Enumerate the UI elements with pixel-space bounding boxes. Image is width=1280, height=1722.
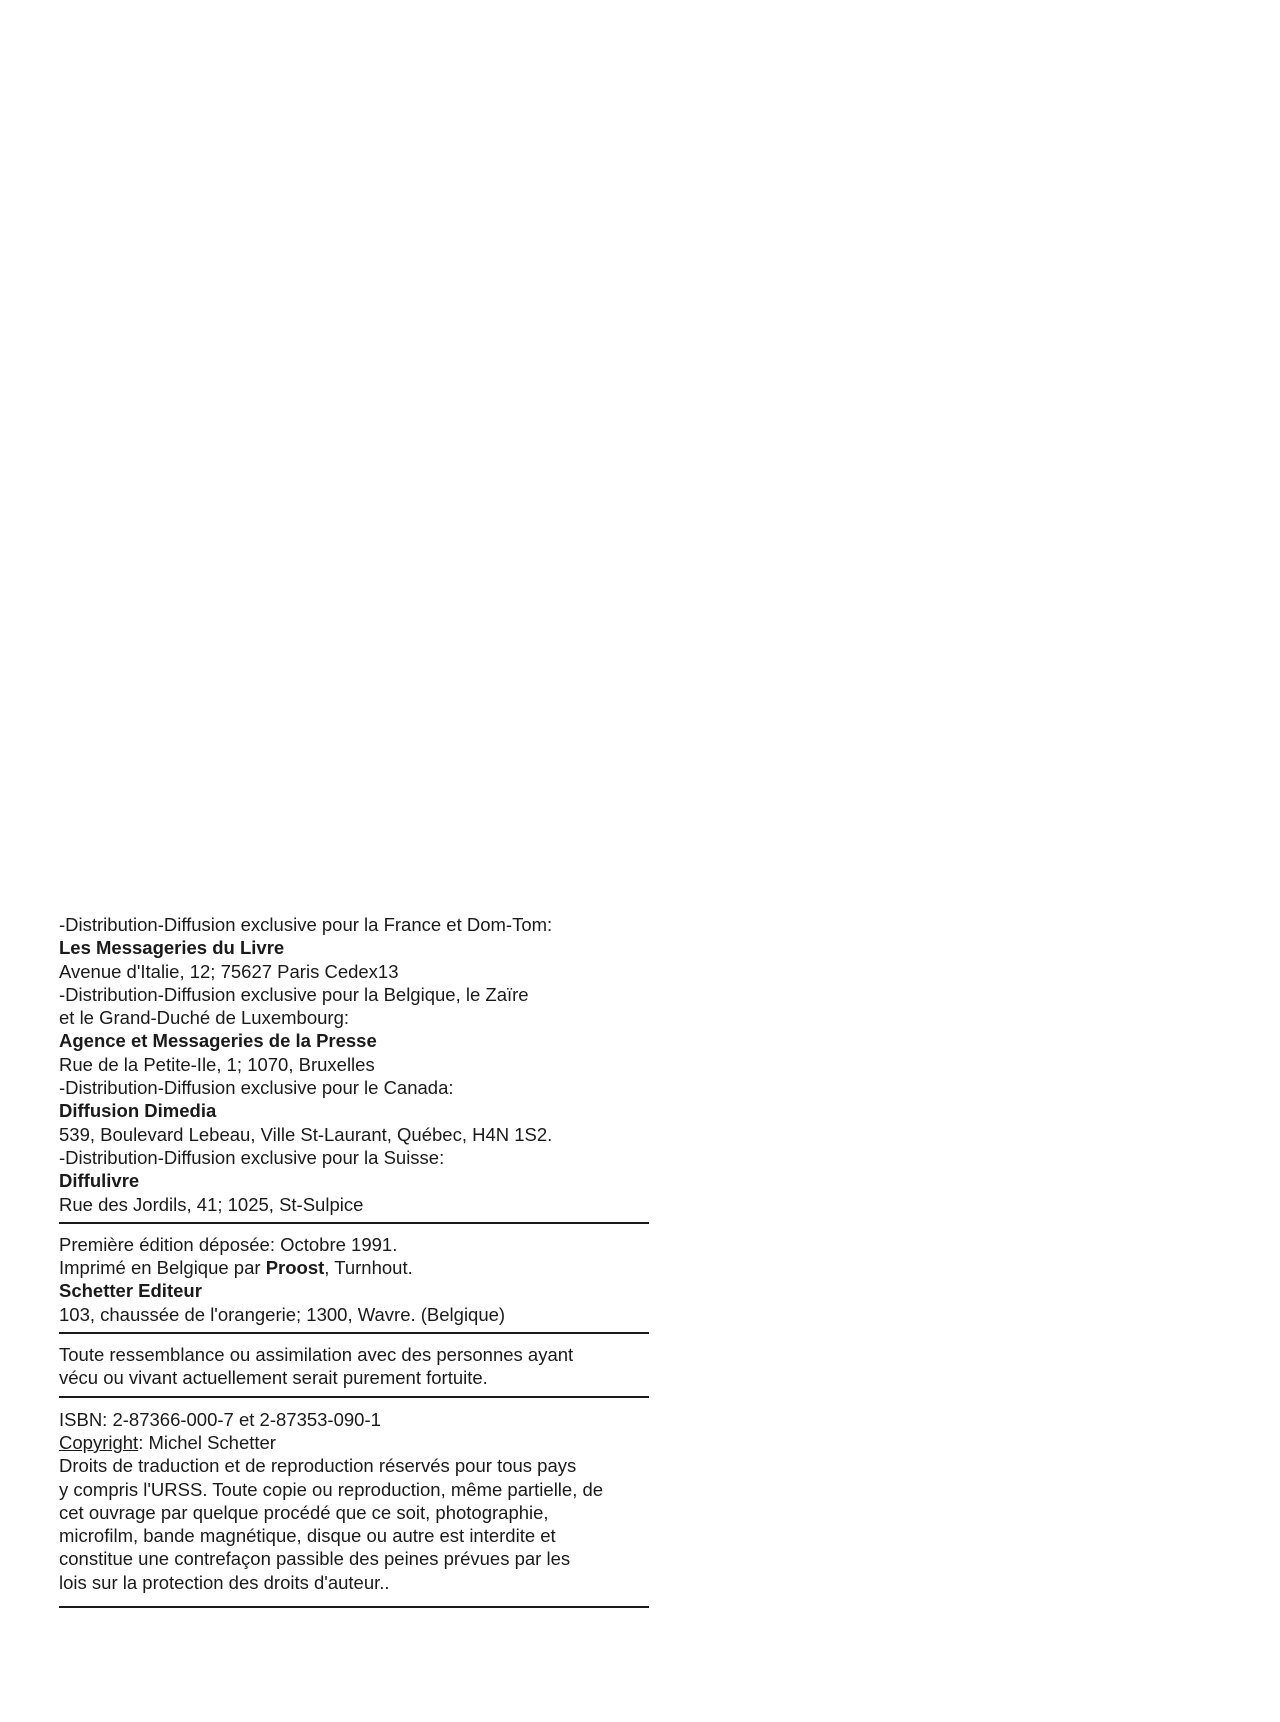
divider-rule	[59, 1222, 649, 1224]
isbn-line: ISBN: 2-87366-000-7 et 2-87353-090-1	[59, 1408, 381, 1430]
printer-name: Proost	[265, 1257, 325, 1279]
rights-text-line: lois sur la protection des droits d'auteur..	[59, 1571, 390, 1593]
edition-section	[59, 1233, 649, 1326]
printed-by-line	[59, 1256, 649, 1279]
canada-distribution-heading: -Distribution-Diffusion exclusive pour le Canada:	[59, 1077, 454, 1099]
rights-text-line: y compris l'URSS. Toute copie ou reproduction, même partielle, de	[59, 1478, 604, 1500]
belgium-distribution-heading: -Distribution-Diffusion exclusive pour la Belgique, le Zaïre	[59, 983, 529, 1005]
belgium-distributor-name: Agence et Messageries de la Presse	[59, 1030, 377, 1052]
colophon-block	[59, 913, 649, 1608]
swiss-distribution-heading: -Distribution-Diffusion exclusive pour la Suisse:	[59, 1146, 445, 1168]
rights-text-line: Droits de traduction et de reproduction réservés pour tous pays	[59, 1455, 577, 1477]
copyright-line	[59, 1431, 649, 1454]
france-distributor-address: Avenue d'Italie, 12; 75627 Paris Cedex13	[59, 960, 399, 982]
belgium-distributor-address: Rue de la Petite-Ile, 1; 1070, Bruxelles	[59, 1053, 375, 1075]
rights-text-line: microfilm, bande magnétique, disque ou autre est interdite et	[59, 1525, 556, 1547]
printed-suffix: , Turnhout.	[324, 1257, 413, 1279]
publisher-name: Schetter Editeur	[59, 1280, 202, 1302]
divider-rule	[59, 1396, 649, 1398]
rights-text-line: constitue une contrefaçon passible des peines prévues par les	[59, 1548, 571, 1570]
copyright-label: Copyright	[59, 1431, 139, 1453]
belgium-distribution-heading-cont: et le Grand-Duché de Luxembourg:	[59, 1007, 350, 1029]
publisher-address: 103, chaussée de l'orangerie; 1300, Wavre. (Belgique)	[59, 1303, 506, 1325]
disclaimer-line: vécu ou vivant actuellement serait purement fortuite.	[59, 1367, 488, 1389]
france-distributor-name: Les Messageries du Livre	[59, 937, 285, 959]
copyright-holder: : Michel Schetter	[138, 1431, 276, 1453]
canada-distributor-name: Diffusion Dimedia	[59, 1100, 217, 1122]
rights-section	[59, 1408, 649, 1594]
france-distribution-heading: -Distribution-Diffusion exclusive pour la France et Dom-Tom:	[59, 914, 553, 935]
swiss-distributor-address: Rue des Jordils, 41; 1025, St-Sulpice	[59, 1193, 364, 1215]
divider-rule	[59, 1332, 649, 1334]
canada-distributor-address: 539, Boulevard Lebeau, Ville St-Laurant, Québec, H4N 1S2.	[59, 1123, 553, 1145]
disclaimer-section	[59, 1343, 649, 1390]
printed-prefix: Imprimé en Belgique par	[59, 1257, 266, 1279]
disclaimer-line: Toute ressemblance ou assimilation avec des personnes ayant	[59, 1344, 574, 1366]
divider-rule	[59, 1606, 649, 1608]
distribution-section	[59, 913, 649, 1216]
first-edition-line: Première édition déposée: Octobre 1991.	[59, 1233, 398, 1255]
swiss-distributor-name: Diffulivre	[59, 1170, 140, 1192]
rights-text-line: cet ouvrage par quelque procédé que ce soit, photographie,	[59, 1501, 549, 1523]
